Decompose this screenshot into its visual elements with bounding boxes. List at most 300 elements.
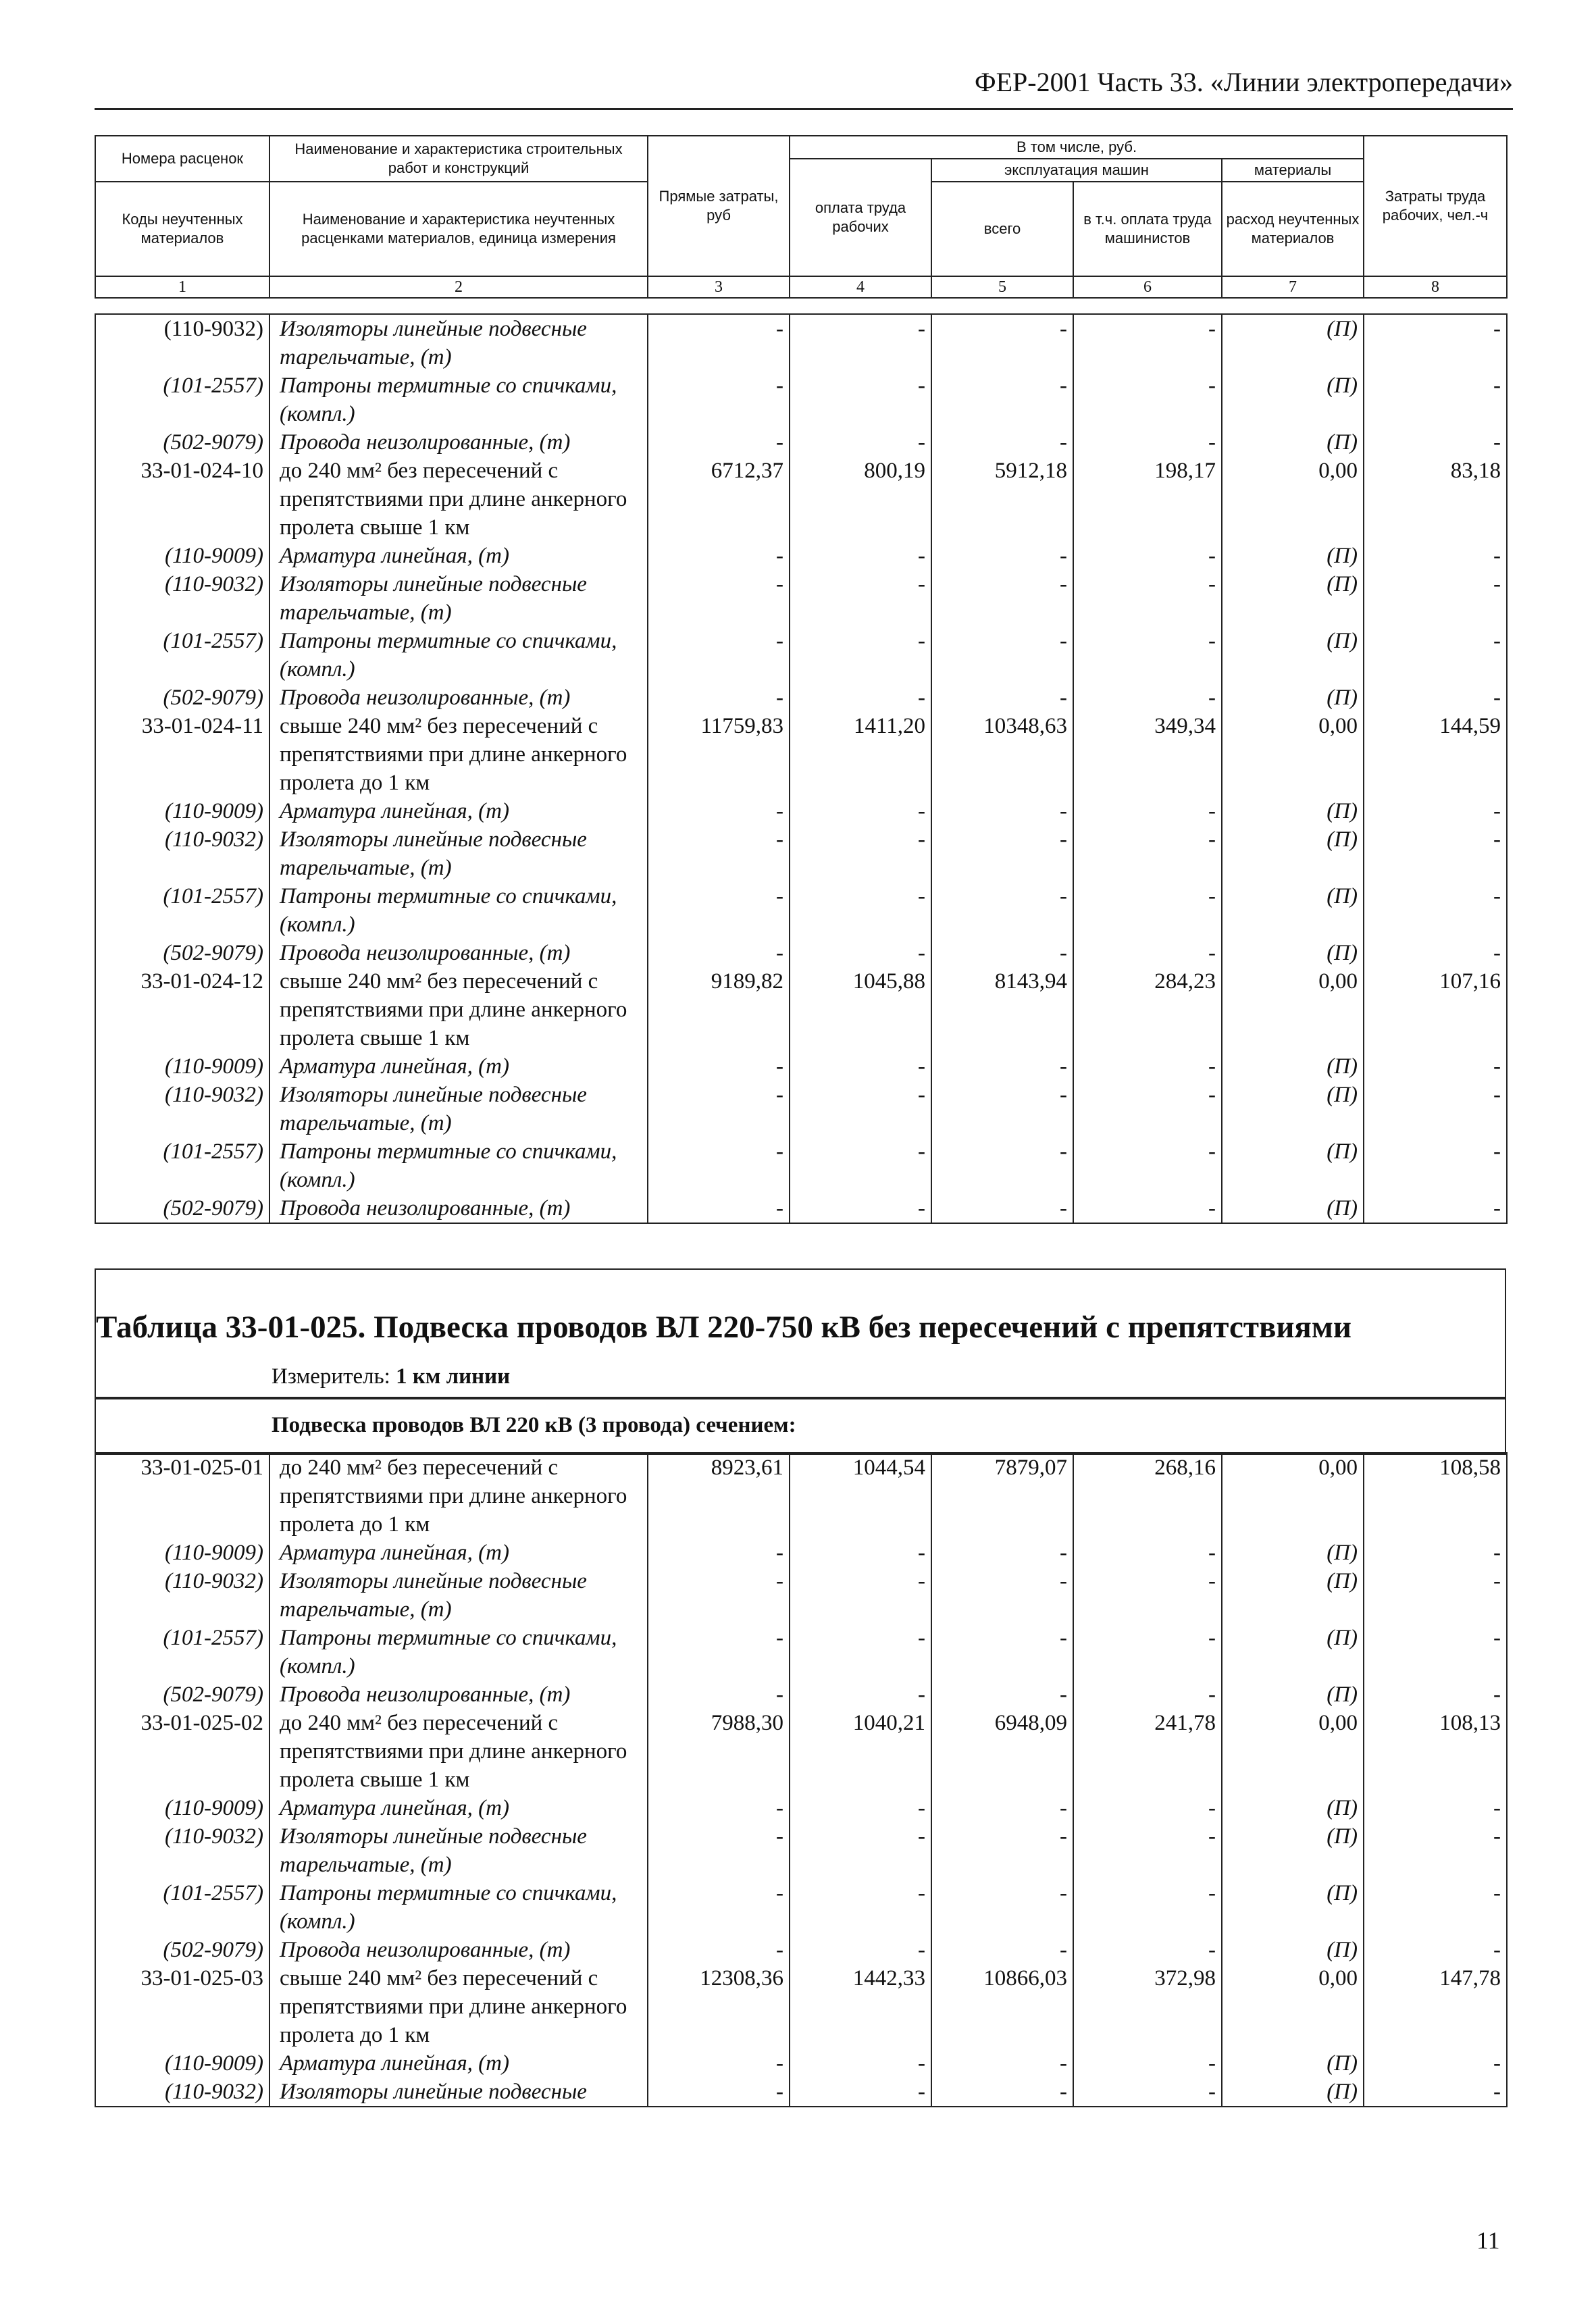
direct-cost: - <box>648 1539 790 1567</box>
col5-header: всего <box>931 182 1073 276</box>
machine-total: - <box>931 797 1073 825</box>
material-name: Арматура линейная, (т) <box>269 1052 648 1081</box>
labor-wage: - <box>790 1567 931 1624</box>
labor-hours: 144,59 <box>1364 712 1507 797</box>
material-code: (502-9079) <box>95 428 269 457</box>
labor-hours: - <box>1364 1052 1507 1081</box>
column-number: 1 <box>95 276 269 298</box>
machine-total: - <box>931 627 1073 684</box>
operator-wage: - <box>1073 2049 1222 2078</box>
material-consumption: (П) <box>1222 1539 1364 1567</box>
operator-wage: 268,16 <box>1073 1453 1222 1539</box>
material-name: Изоляторы линейные подвесные тарельчатые, (т) <box>269 1822 648 1879</box>
material-code: (101-2557) <box>95 1879 269 1936</box>
labor-hours: - <box>1364 2078 1507 2107</box>
operator-wage: - <box>1073 1680 1222 1709</box>
material-consumption: 0,00 <box>1222 1709 1364 1794</box>
material-consumption: (П) <box>1222 2049 1364 2078</box>
direct-cost: - <box>648 627 790 684</box>
material-code: (110-9032) <box>95 1567 269 1624</box>
col3-header: Прямые затраты, руб <box>648 136 790 276</box>
material-row <box>95 1822 1507 1879</box>
rate-row <box>95 1709 1507 1794</box>
direct-cost: - <box>648 570 790 627</box>
rates-table-024 <box>95 313 1508 1224</box>
machine-total: 5912,18 <box>931 457 1073 542</box>
operator-wage: - <box>1073 542 1222 570</box>
labor-hours: - <box>1364 1081 1507 1137</box>
material-row <box>95 825 1507 882</box>
labor-wage: - <box>790 2049 931 2078</box>
labor-wage: - <box>790 1822 931 1879</box>
labor-wage: - <box>790 428 931 457</box>
machine-total: - <box>931 1680 1073 1709</box>
material-code: (502-9079) <box>95 684 269 712</box>
operator-wage: - <box>1073 1936 1222 1964</box>
labor-hours: - <box>1364 570 1507 627</box>
operator-wage: - <box>1073 570 1222 627</box>
labor-wage: - <box>790 2078 931 2107</box>
direct-cost: - <box>648 1822 790 1879</box>
labor-hours: - <box>1364 797 1507 825</box>
material-name: Провода неизолированные, (т) <box>269 1936 648 1964</box>
material-consumption: (П) <box>1222 825 1364 882</box>
rates-table-025 <box>95 1452 1508 2107</box>
material-consumption: (П) <box>1222 2078 1364 2107</box>
work-description: свыше 240 мм² без пересечений с препятствиями при длине анкерного пролета до 1 км <box>269 712 648 797</box>
direct-cost: - <box>648 1194 790 1223</box>
page-header: ФЕР-2001 Часть 33. «Линии электропередачи» <box>974 67 1513 97</box>
direct-cost: 12308,36 <box>648 1964 790 2049</box>
material-name: Патроны термитные со спичками, (компл.) <box>269 1624 648 1680</box>
material-consumption: 0,00 <box>1222 1964 1364 2049</box>
col8-header: Затраты труда рабочих, чел.-ч <box>1364 136 1507 276</box>
labor-hours: 108,13 <box>1364 1709 1507 1794</box>
material-consumption: (П) <box>1222 570 1364 627</box>
meter-value: 1 км линии <box>396 1364 511 1389</box>
rate-code: 33-01-025-01 <box>95 1453 269 1539</box>
direct-cost: 9189,82 <box>648 967 790 1052</box>
material-row <box>95 1194 1507 1223</box>
rate-row <box>95 712 1507 797</box>
labor-hours: 83,18 <box>1364 457 1507 542</box>
labor-hours: - <box>1364 314 1507 371</box>
operator-wage: - <box>1073 1624 1222 1680</box>
material-name: Изоляторы линейные подвесные тарельчатые, (т) <box>269 825 648 882</box>
header-rule <box>95 108 1513 110</box>
labor-wage: - <box>790 1194 931 1223</box>
operator-wage: - <box>1073 1567 1222 1624</box>
direct-cost: - <box>648 797 790 825</box>
material-name: Арматура линейная, (т) <box>269 797 648 825</box>
material-consumption: (П) <box>1222 1794 1364 1822</box>
labor-wage: - <box>790 882 931 939</box>
material-code: (110-9009) <box>95 1794 269 1822</box>
group-header-all: В том числе, руб. <box>790 136 1364 159</box>
material-row <box>95 542 1507 570</box>
material-consumption: (П) <box>1222 1680 1364 1709</box>
material-row <box>95 371 1507 428</box>
material-consumption: (П) <box>1222 1936 1364 1964</box>
material-name: Изоляторы линейные подвесные тарельчатые, (т) <box>269 314 648 371</box>
material-consumption: (П) <box>1222 428 1364 457</box>
operator-wage: - <box>1073 428 1222 457</box>
direct-cost: - <box>648 1794 790 1822</box>
column-number: 7 <box>1222 276 1364 298</box>
material-name: Провода неизолированные, (т) <box>269 939 648 967</box>
rate-code: 33-01-024-11 <box>95 712 269 797</box>
machine-total: - <box>931 1567 1073 1624</box>
material-row <box>95 2078 1507 2107</box>
operator-wage: - <box>1073 882 1222 939</box>
rate-row <box>95 457 1507 542</box>
labor-wage: - <box>790 1879 931 1936</box>
labor-wage: - <box>790 1052 931 1081</box>
material-consumption: (П) <box>1222 882 1364 939</box>
direct-cost: - <box>648 314 790 371</box>
material-consumption: (П) <box>1222 1624 1364 1680</box>
labor-hours: 108,58 <box>1364 1453 1507 1539</box>
labor-hours: - <box>1364 371 1507 428</box>
labor-wage: - <box>790 1680 931 1709</box>
material-name: Изоляторы линейные подвесные тарельчатые, (т) <box>269 1081 648 1137</box>
machine-total: - <box>931 825 1073 882</box>
material-code: (110-9032) <box>95 314 269 371</box>
machine-total: - <box>931 2078 1073 2107</box>
operator-wage: - <box>1073 1137 1222 1194</box>
labor-hours: - <box>1364 882 1507 939</box>
material-name: Арматура линейная, (т) <box>269 542 648 570</box>
material-code: (502-9079) <box>95 1936 269 1964</box>
page-number: 11 <box>1476 2227 1500 2254</box>
labor-hours: - <box>1364 1794 1507 1822</box>
direct-cost: - <box>648 542 790 570</box>
operator-wage: - <box>1073 797 1222 825</box>
material-code: (110-9032) <box>95 825 269 882</box>
operator-wage: - <box>1073 314 1222 371</box>
machine-total: 6948,09 <box>931 1709 1073 1794</box>
material-code: (502-9079) <box>95 939 269 967</box>
material-name: Изоляторы линейные подвесные тарельчатые, (т) <box>269 1567 648 1624</box>
material-code: (502-9079) <box>95 1680 269 1709</box>
material-name: Патроны термитные со спичками, (компл.) <box>269 627 648 684</box>
operator-wage: - <box>1073 2078 1222 2107</box>
machine-total: - <box>931 1194 1073 1223</box>
operator-wage: - <box>1073 684 1222 712</box>
material-consumption: 0,00 <box>1222 1453 1364 1539</box>
material-row <box>95 1052 1507 1081</box>
labor-wage: - <box>790 371 931 428</box>
labor-wage: - <box>790 314 931 371</box>
operator-wage: - <box>1073 627 1222 684</box>
machine-total: - <box>931 1822 1073 1879</box>
material-name: Арматура линейная, (т) <box>269 1794 648 1822</box>
material-consumption: (П) <box>1222 939 1364 967</box>
col2-header-top: Наименование и характеристика строительных работ и конструкций <box>269 136 648 182</box>
material-row <box>95 1879 1507 1936</box>
material-name: Патроны термитные со спичками, (компл.) <box>269 1879 648 1936</box>
direct-cost: - <box>648 1052 790 1081</box>
operator-wage: - <box>1073 371 1222 428</box>
material-code: (502-9079) <box>95 1194 269 1223</box>
labor-hours: - <box>1364 1567 1507 1624</box>
machine-total: - <box>931 570 1073 627</box>
operator-wage: - <box>1073 1081 1222 1137</box>
direct-cost: 11759,83 <box>648 712 790 797</box>
direct-cost: - <box>648 882 790 939</box>
col7-header: расход неучтенных материалов <box>1222 182 1364 276</box>
column-number: 8 <box>1364 276 1507 298</box>
material-name: Провода неизолированные, (т) <box>269 684 648 712</box>
material-name: Патроны термитные со спичками, (компл.) <box>269 1137 648 1194</box>
material-consumption: (П) <box>1222 797 1364 825</box>
labor-wage: - <box>790 797 931 825</box>
material-row <box>95 570 1507 627</box>
direct-cost: 8923,61 <box>648 1453 790 1539</box>
labor-hours: - <box>1364 542 1507 570</box>
direct-cost: 6712,37 <box>648 457 790 542</box>
material-consumption: (П) <box>1222 371 1364 428</box>
rate-row <box>95 1453 1507 1539</box>
material-code: (110-9032) <box>95 1081 269 1137</box>
machine-total: - <box>931 882 1073 939</box>
section-subtitle: Подвеска проводов ВЛ 220 кВ (3 провода) сечением: <box>272 1413 796 1437</box>
operator-wage: - <box>1073 1194 1222 1223</box>
material-row <box>95 428 1507 457</box>
labor-hours: - <box>1364 1936 1507 1964</box>
labor-wage: 800,19 <box>790 457 931 542</box>
rate-code: 33-01-024-12 <box>95 967 269 1052</box>
labor-hours: - <box>1364 939 1507 967</box>
labor-hours: - <box>1364 1137 1507 1194</box>
machine-total: 10866,03 <box>931 1964 1073 2049</box>
direct-cost: - <box>648 825 790 882</box>
material-name: Провода неизолированные, (т) <box>269 428 648 457</box>
group-header-materials: материалы <box>1222 159 1364 182</box>
direct-cost: - <box>648 939 790 967</box>
labor-hours: - <box>1364 2049 1507 2078</box>
operator-wage: 241,78 <box>1073 1709 1222 1794</box>
material-consumption: (П) <box>1222 1567 1364 1624</box>
operator-wage: - <box>1073 1052 1222 1081</box>
material-row <box>95 1680 1507 1709</box>
labor-wage: - <box>790 1794 931 1822</box>
labor-hours: - <box>1364 1194 1507 1223</box>
direct-cost: - <box>648 1680 790 1709</box>
material-consumption: (П) <box>1222 684 1364 712</box>
material-row <box>95 1624 1507 1680</box>
work-description: свыше 240 мм² без пересечений с препятствиями при длине анкерного пролета свыше 1 км <box>269 967 648 1052</box>
material-name: Изоляторы линейные подвесные тарельчатые, (т) <box>269 570 648 627</box>
machine-total: - <box>931 428 1073 457</box>
labor-wage: - <box>790 542 931 570</box>
material-code: (110-9009) <box>95 542 269 570</box>
labor-wage: 1044,54 <box>790 1453 931 1539</box>
material-consumption: (П) <box>1222 1194 1364 1223</box>
material-code: (110-9032) <box>95 2078 269 2107</box>
work-description: до 240 мм² без пересечений с препятствиями при длине анкерного пролета свыше 1 км <box>269 457 648 542</box>
table-header <box>95 135 1508 299</box>
labor-wage: - <box>790 1936 931 1964</box>
material-row <box>95 2049 1507 2078</box>
material-row <box>95 797 1507 825</box>
col4-header: оплата труда рабочих <box>790 159 931 276</box>
column-number: 3 <box>648 276 790 298</box>
direct-cost: - <box>648 1081 790 1137</box>
table-title-block <box>95 1268 1506 1399</box>
direct-cost: - <box>648 1879 790 1936</box>
work-description: свыше 240 мм² без пересечений с препятствиями при длине анкерного пролета до 1 км <box>269 1964 648 2049</box>
material-name: Арматура линейная, (т) <box>269 1539 648 1567</box>
material-code: (110-9009) <box>95 797 269 825</box>
material-row <box>95 314 1507 371</box>
column-number: 4 <box>790 276 931 298</box>
direct-cost: - <box>648 684 790 712</box>
material-consumption: (П) <box>1222 1137 1364 1194</box>
material-row <box>95 1936 1507 1964</box>
work-description: до 240 мм² без пересечений с препятствиями при длине анкерного пролета до 1 км <box>269 1453 648 1539</box>
material-code: (101-2557) <box>95 1137 269 1194</box>
material-consumption: 0,00 <box>1222 457 1364 542</box>
table-title: Таблица 33-01-025. Подвеска проводов ВЛ 220-750 кВ без пересечений с препятствиями <box>96 1310 1352 1345</box>
labor-wage: - <box>790 627 931 684</box>
labor-wage: - <box>790 1624 931 1680</box>
meter-line <box>272 1364 510 1389</box>
machine-total: - <box>931 1879 1073 1936</box>
labor-wage: 1040,21 <box>790 1709 931 1794</box>
group-header-machines: эксплуатация машин <box>931 159 1222 182</box>
machine-total: - <box>931 314 1073 371</box>
labor-hours: - <box>1364 1822 1507 1879</box>
operator-wage: - <box>1073 1879 1222 1936</box>
machine-total: 10348,63 <box>931 712 1073 797</box>
material-code: (110-9009) <box>95 2049 269 2078</box>
operator-wage: 284,23 <box>1073 967 1222 1052</box>
labor-wage: - <box>790 825 931 882</box>
rate-code: 33-01-025-02 <box>95 1709 269 1794</box>
machine-total: - <box>931 1624 1073 1680</box>
labor-wage: 1411,20 <box>790 712 931 797</box>
material-consumption: (П) <box>1222 1822 1364 1879</box>
material-row <box>95 1137 1507 1194</box>
operator-wage: 349,34 <box>1073 712 1222 797</box>
direct-cost: - <box>648 2049 790 2078</box>
direct-cost: - <box>648 1137 790 1194</box>
labor-hours: - <box>1364 825 1507 882</box>
material-consumption: (П) <box>1222 1879 1364 1936</box>
subtitle-block <box>95 1397 1506 1455</box>
material-code: (110-9009) <box>95 1052 269 1081</box>
machine-total: - <box>931 371 1073 428</box>
material-consumption: (П) <box>1222 542 1364 570</box>
machine-total: - <box>931 1137 1073 1194</box>
operator-wage: 372,98 <box>1073 1964 1222 2049</box>
direct-cost: - <box>648 371 790 428</box>
operator-wage: - <box>1073 1539 1222 1567</box>
work-description: до 240 мм² без пересечений с препятствиями при длине анкерного пролета свыше 1 км <box>269 1709 648 1794</box>
direct-cost: - <box>648 428 790 457</box>
operator-wage: - <box>1073 1822 1222 1879</box>
machine-total: - <box>931 542 1073 570</box>
column-number: 5 <box>931 276 1073 298</box>
labor-hours: - <box>1364 1624 1507 1680</box>
machine-total: - <box>931 1081 1073 1137</box>
labor-hours: - <box>1364 684 1507 712</box>
material-row <box>95 1567 1507 1624</box>
material-code: (101-2557) <box>95 371 269 428</box>
direct-cost: - <box>648 1624 790 1680</box>
col6-header: в т.ч. оплата труда машинистов <box>1073 182 1222 276</box>
material-code: (110-9032) <box>95 1822 269 1879</box>
labor-wage: - <box>790 570 931 627</box>
material-row <box>95 1081 1507 1137</box>
machine-total: - <box>931 1539 1073 1567</box>
labor-hours: - <box>1364 1539 1507 1567</box>
material-consumption: (П) <box>1222 1081 1364 1137</box>
labor-wage: 1045,88 <box>790 967 931 1052</box>
machine-total: 8143,94 <box>931 967 1073 1052</box>
col2-header-bottom: Наименование и характеристика неучтенных расценками материалов, единица измерения <box>269 182 648 276</box>
material-name: Арматура линейная, (т) <box>269 2049 648 2078</box>
rate-row <box>95 1964 1507 2049</box>
labor-hours: 147,78 <box>1364 1964 1507 2049</box>
material-consumption: (П) <box>1222 1052 1364 1081</box>
material-name: Патроны термитные со спичками, (компл.) <box>269 882 648 939</box>
col1-header-top: Номера расценок <box>95 136 269 182</box>
material-code: (101-2557) <box>95 1624 269 1680</box>
material-consumption: 0,00 <box>1222 967 1364 1052</box>
rate-code: 33-01-025-03 <box>95 1964 269 2049</box>
machine-total: - <box>931 2049 1073 2078</box>
machine-total: - <box>931 684 1073 712</box>
material-name: Провода неизолированные, (т) <box>269 1680 648 1709</box>
machine-total: - <box>931 1936 1073 1964</box>
material-row <box>95 684 1507 712</box>
material-code: (110-9009) <box>95 1539 269 1567</box>
direct-cost: 7988,30 <box>648 1709 790 1794</box>
operator-wage: - <box>1073 939 1222 967</box>
labor-hours: - <box>1364 1879 1507 1936</box>
material-consumption: 0,00 <box>1222 712 1364 797</box>
operator-wage: - <box>1073 1794 1222 1822</box>
direct-cost: - <box>648 1567 790 1624</box>
labor-hours: - <box>1364 428 1507 457</box>
labor-hours: - <box>1364 1680 1507 1709</box>
direct-cost: - <box>648 1936 790 1964</box>
machine-total: - <box>931 1052 1073 1081</box>
material-code: (101-2557) <box>95 882 269 939</box>
meter-label: Измеритель: <box>272 1364 390 1389</box>
rate-code: 33-01-024-10 <box>95 457 269 542</box>
direct-cost: - <box>648 2078 790 2107</box>
material-row <box>95 939 1507 967</box>
material-code: (101-2557) <box>95 627 269 684</box>
material-row <box>95 882 1507 939</box>
labor-wage: 1442,33 <box>790 1964 931 2049</box>
labor-hours: - <box>1364 627 1507 684</box>
column-number: 6 <box>1073 276 1222 298</box>
material-row <box>95 1539 1507 1567</box>
operator-wage: 198,17 <box>1073 457 1222 542</box>
labor-wage: - <box>790 1539 931 1567</box>
machine-total: 7879,07 <box>931 1453 1073 1539</box>
machine-total: - <box>931 939 1073 967</box>
rate-row <box>95 967 1507 1052</box>
labor-wage: - <box>790 1137 931 1194</box>
column-number: 2 <box>269 276 648 298</box>
material-name: Изоляторы линейные подвесные <box>269 2078 648 2107</box>
material-row <box>95 627 1507 684</box>
